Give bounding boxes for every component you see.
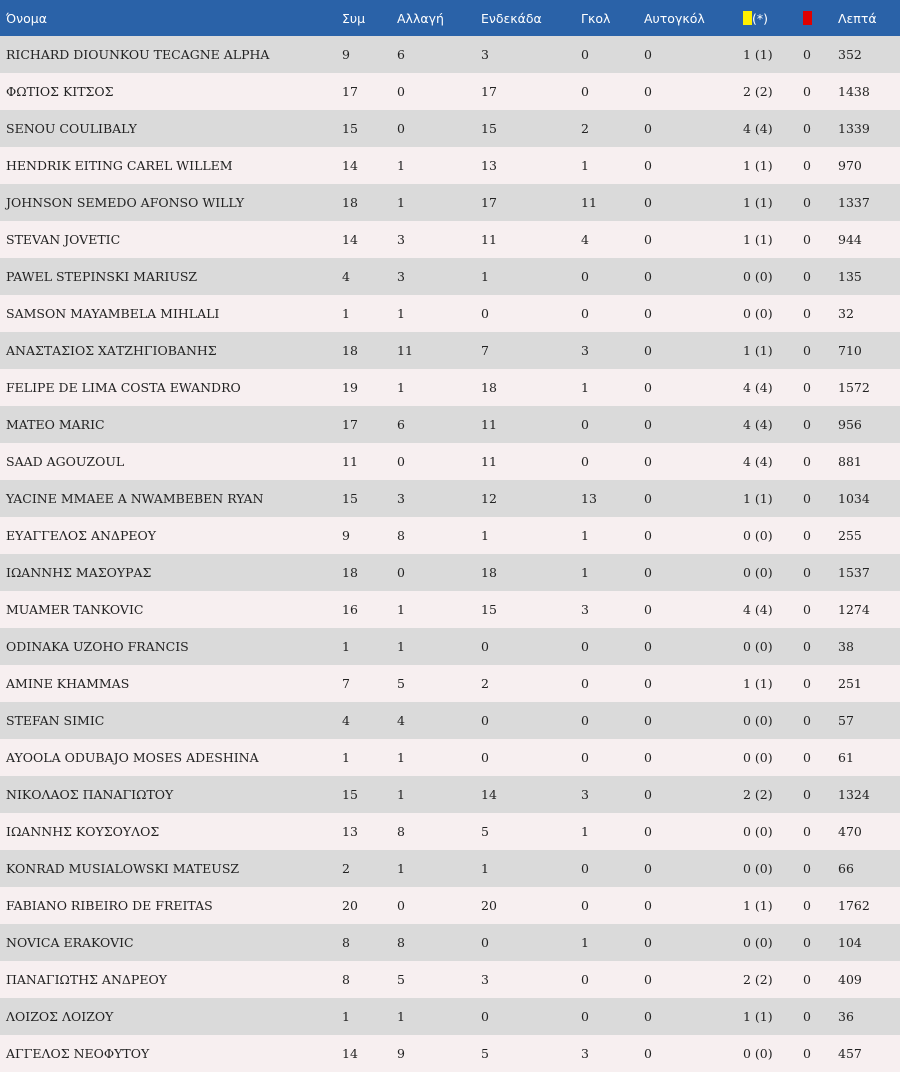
yellow-cards-cell: 0 (0) [743,1046,773,1061]
starting-eleven-cell: 1 [481,269,489,284]
player-name-cell: YACINE MMAEE A NWAMBEBEN RYAN [6,491,264,506]
yellow-cards-cell: 1 (1) [743,676,773,691]
red-cards-cell: 0 [803,750,811,765]
goals-cell: 2 [581,121,589,136]
table-header-row [0,0,900,36]
table-row [0,517,900,554]
yellow-cards-cell: 2 (2) [743,84,773,99]
player-name-cell: SAAD AGOUZOUL [6,454,125,469]
goals-cell: 3 [581,1046,589,1061]
substitutions-cell: 3 [397,269,405,284]
player-name-cell: ΙΩΑΝΝΗΣ ΚΟΥΣΟΥΛΟΣ [6,824,160,839]
goals-cell: 0 [581,417,589,432]
red-card-icon [803,11,812,25]
red-cards-cell: 0 [803,787,811,802]
own-goals-cell: 0 [644,1009,652,1024]
starting-eleven-cell: 0 [481,306,489,321]
own-goals-cell: 0 [644,528,652,543]
minutes-cell: 956 [838,417,862,432]
goals-cell: 13 [581,491,597,506]
own-goals-cell: 0 [644,861,652,876]
goals-cell: 0 [581,713,589,728]
table-row [0,887,900,924]
appearances-cell: 16 [342,602,358,617]
own-goals-cell: 0 [644,84,652,99]
red-cards-cell: 0 [803,898,811,913]
minutes-cell: 1537 [838,565,870,580]
table-row [0,739,900,776]
table-row [0,258,900,295]
appearances-cell: 9 [342,528,350,543]
starting-eleven-cell: 18 [481,380,497,395]
own-goals-cell: 0 [644,750,652,765]
table-row [0,665,900,702]
appearances-cell: 14 [342,232,358,247]
substitutions-cell: 1 [397,787,405,802]
substitutions-cell: 11 [397,343,413,358]
player-name-cell: JOHNSON SEMEDO AFONSO WILLY [6,195,245,210]
minutes-cell: 1324 [838,787,870,802]
minutes-cell: 251 [838,676,862,691]
player-name-cell: ΑΝΑΣΤΑΣΙΟΣ ΧΑΤΖΗΓΙΟΒΑΝΗΣ [6,343,217,358]
header-minutes[interactable]: Λεπτά [838,10,877,26]
player-name-cell: AMINE KHAMMAS [6,676,130,691]
starting-eleven-cell: 0 [481,750,489,765]
substitutions-cell: 4 [397,713,405,728]
yellow-cards-cell: 1 (1) [743,1009,773,1024]
yellow-cards-cell: 0 (0) [743,824,773,839]
appearances-cell: 9 [342,47,350,62]
player-name-cell: ΝΙΚΟΛΑΟΣ ΠΑΝΑΓΙΩΤΟΥ [6,787,174,802]
player-name-cell: FELIPE DE LIMA COSTA EWANDRO [6,380,241,395]
header-yellow-suffix: (*) [752,10,769,26]
starting-eleven-cell: 15 [481,121,497,136]
own-goals-cell: 0 [644,898,652,913]
appearances-cell: 8 [342,972,350,987]
yellow-cards-cell: 0 (0) [743,861,773,876]
yellow-card-icon [743,11,752,25]
goals-cell: 0 [581,454,589,469]
minutes-cell: 457 [838,1046,862,1061]
appearances-cell: 2 [342,861,350,876]
own-goals-cell: 0 [644,565,652,580]
starting-eleven-cell: 11 [481,454,497,469]
red-cards-cell: 0 [803,195,811,210]
own-goals-cell: 0 [644,269,652,284]
player-name-cell: ΑΓΓΕΛΟΣ ΝΕΟΦΥΤΟΥ [6,1046,150,1061]
minutes-cell: 944 [838,232,862,247]
appearances-cell: 1 [342,639,350,654]
red-cards-cell: 0 [803,121,811,136]
starting-eleven-cell: 7 [481,343,489,358]
minutes-cell: 352 [838,47,862,62]
player-name-cell: KONRAD MUSIALOWSKI MATEUSZ [6,861,240,876]
minutes-cell: 1337 [838,195,870,210]
appearances-cell: 4 [342,269,350,284]
table-row [0,332,900,369]
goals-cell: 0 [581,1009,589,1024]
minutes-cell: 32 [838,306,854,321]
own-goals-cell: 0 [644,713,652,728]
header-goals[interactable]: Γκολ [581,10,611,26]
table-row [0,628,900,665]
substitutions-cell: 1 [397,380,405,395]
appearances-cell: 18 [342,343,358,358]
goals-cell: 1 [581,158,589,173]
minutes-cell: 61 [838,750,854,765]
header-red-cards[interactable] [803,0,838,36]
substitutions-cell: 5 [397,972,405,987]
starting-eleven-cell: 0 [481,1009,489,1024]
goals-cell: 0 [581,861,589,876]
starting-eleven-cell: 11 [481,232,497,247]
appearances-cell: 8 [342,935,350,950]
yellow-cards-cell: 1 (1) [743,232,773,247]
header-yellow-cards[interactable] [743,0,803,36]
starting-eleven-cell: 3 [481,47,489,62]
starting-eleven-cell: 12 [481,491,497,506]
table-row [0,961,900,998]
yellow-cards-cell: 0 (0) [743,935,773,950]
appearances-cell: 15 [342,121,358,136]
table-row [0,295,900,332]
red-cards-cell: 0 [803,380,811,395]
minutes-cell: 135 [838,269,862,284]
appearances-cell: 14 [342,1046,358,1061]
header-subs[interactable]: Αλλαγή [397,10,444,26]
appearances-cell: 20 [342,898,358,913]
red-cards-cell: 0 [803,935,811,950]
player-name-cell: ΛΟΙΖΟΣ ΛΟΙΖΟΥ [6,1009,114,1024]
table-row [0,850,900,887]
goals-cell: 1 [581,824,589,839]
starting-eleven-cell: 5 [481,1046,489,1061]
substitutions-cell: 3 [397,491,405,506]
minutes-cell: 57 [838,713,854,728]
starting-eleven-cell: 14 [481,787,497,802]
minutes-cell: 1339 [838,121,870,136]
red-cards-cell: 0 [803,1046,811,1061]
own-goals-cell: 0 [644,343,652,358]
starting-eleven-cell: 5 [481,824,489,839]
starting-eleven-cell: 15 [481,602,497,617]
substitutions-cell: 8 [397,824,405,839]
own-goals-cell: 0 [644,602,652,617]
yellow-cards-cell: 0 (0) [743,528,773,543]
own-goals-cell: 0 [644,787,652,802]
header-name[interactable]: Όνομα [6,10,47,26]
goals-cell: 0 [581,898,589,913]
yellow-cards-cell: 0 (0) [743,713,773,728]
minutes-cell: 470 [838,824,862,839]
yellow-cards-cell: 2 (2) [743,787,773,802]
substitutions-cell: 0 [397,84,405,99]
appearances-cell: 18 [342,565,358,580]
player-name-cell: ΠΑΝΑΓΙΩΤΗΣ ΑΝΔΡΕΟΥ [6,972,167,987]
own-goals-cell: 0 [644,676,652,691]
own-goals-cell: 0 [644,195,652,210]
yellow-cards-cell: 1 (1) [743,343,773,358]
minutes-cell: 104 [838,935,862,950]
appearances-cell: 1 [342,1009,350,1024]
yellow-cards-cell: 0 (0) [743,639,773,654]
starting-eleven-cell: 13 [481,158,497,173]
red-cards-cell: 0 [803,824,811,839]
red-cards-cell: 0 [803,676,811,691]
red-cards-cell: 0 [803,1009,811,1024]
substitutions-cell: 8 [397,935,405,950]
goals-cell: 11 [581,195,597,210]
red-cards-cell: 0 [803,565,811,580]
player-name-cell: ΙΩΑΝΝΗΣ ΜΑΣΟΥΡΑΣ [6,565,152,580]
player-name-cell: ODINAKA UZOHO FRANCIS [6,639,189,654]
player-name-cell: HENDRIK EITING CAREL WILLEM [6,158,233,173]
header-own-goals[interactable]: Αυτογκόλ [644,10,705,26]
red-cards-cell: 0 [803,84,811,99]
table-row [0,998,900,1035]
minutes-cell: 970 [838,158,862,173]
goals-cell: 0 [581,306,589,321]
yellow-cards-cell: 4 (4) [743,602,773,617]
table-row [0,554,900,591]
minutes-cell: 1572 [838,380,870,395]
table-row [0,813,900,850]
appearances-cell: 13 [342,824,358,839]
table-row [0,480,900,517]
goals-cell: 1 [581,935,589,950]
goals-cell: 0 [581,676,589,691]
yellow-cards-cell: 4 (4) [743,121,773,136]
red-cards-cell: 0 [803,972,811,987]
table-row [0,184,900,221]
red-cards-cell: 0 [803,417,811,432]
own-goals-cell: 0 [644,47,652,62]
minutes-cell: 1274 [838,602,870,617]
appearances-cell: 1 [342,750,350,765]
player-name-cell: STEFAN SIMIC [6,713,105,728]
appearances-cell: 18 [342,195,358,210]
minutes-cell: 38 [838,639,854,654]
appearances-cell: 15 [342,491,358,506]
table-row [0,73,900,110]
substitutions-cell: 1 [397,861,405,876]
goals-cell: 0 [581,750,589,765]
appearances-cell: 4 [342,713,350,728]
own-goals-cell: 0 [644,121,652,136]
substitutions-cell: 0 [397,454,405,469]
own-goals-cell: 0 [644,935,652,950]
header-apps[interactable]: Συμ [342,10,366,26]
appearances-cell: 1 [342,306,350,321]
red-cards-cell: 0 [803,454,811,469]
player-name-cell: NOVICA ERAKOVIC [6,935,134,950]
own-goals-cell: 0 [644,824,652,839]
player-name-cell: FABIANO RIBEIRO DE FREITAS [6,898,213,913]
minutes-cell: 1034 [838,491,870,506]
goals-cell: 0 [581,972,589,987]
appearances-cell: 14 [342,158,358,173]
yellow-cards-cell: 1 (1) [743,195,773,210]
red-cards-cell: 0 [803,47,811,62]
starting-eleven-cell: 20 [481,898,497,913]
starting-eleven-cell: 0 [481,713,489,728]
player-name-cell: ΕΥΑΓΓΕΛΟΣ ΑΝΔΡΕΟΥ [6,528,156,543]
table-row [0,369,900,406]
red-cards-cell: 0 [803,861,811,876]
own-goals-cell: 0 [644,454,652,469]
substitutions-cell: 9 [397,1046,405,1061]
own-goals-cell: 0 [644,417,652,432]
substitutions-cell: 1 [397,306,405,321]
starting-eleven-cell: 1 [481,528,489,543]
yellow-cards-cell: 4 (4) [743,380,773,395]
red-cards-cell: 0 [803,306,811,321]
table-row [0,443,900,480]
own-goals-cell: 0 [644,380,652,395]
starting-eleven-cell: 17 [481,195,497,210]
own-goals-cell: 0 [644,306,652,321]
red-cards-cell: 0 [803,158,811,173]
yellow-cards-cell: 1 (1) [743,47,773,62]
appearances-cell: 17 [342,417,358,432]
substitutions-cell: 3 [397,232,405,247]
table-row [0,147,900,184]
red-cards-cell: 0 [803,639,811,654]
substitutions-cell: 1 [397,602,405,617]
starting-eleven-cell: 3 [481,972,489,987]
player-name-cell: SAMSON MAYAMBELA MIHLALI [6,306,220,321]
minutes-cell: 710 [838,343,862,358]
table-row [0,36,900,73]
goals-cell: 3 [581,602,589,617]
substitutions-cell: 6 [397,417,405,432]
red-cards-cell: 0 [803,713,811,728]
goals-cell: 3 [581,787,589,802]
yellow-cards-cell: 4 (4) [743,454,773,469]
starting-eleven-cell: 17 [481,84,497,99]
minutes-cell: 1438 [838,84,870,99]
appearances-cell: 15 [342,787,358,802]
substitutions-cell: 0 [397,898,405,913]
minutes-cell: 881 [838,454,862,469]
substitutions-cell: 1 [397,195,405,210]
starting-eleven-cell: 1 [481,861,489,876]
yellow-cards-cell: 4 (4) [743,417,773,432]
goals-cell: 3 [581,343,589,358]
own-goals-cell: 0 [644,639,652,654]
player-name-cell: ΦΩΤΙΟΣ ΚΙΤΣΟΣ [6,84,114,99]
starting-eleven-cell: 11 [481,417,497,432]
minutes-cell: 1762 [838,898,870,913]
substitutions-cell: 5 [397,676,405,691]
goals-cell: 1 [581,528,589,543]
player-name-cell: SENOU COULIBALY [6,121,137,136]
appearances-cell: 17 [342,84,358,99]
minutes-cell: 409 [838,972,862,987]
red-cards-cell: 0 [803,528,811,543]
table-row [0,110,900,147]
red-cards-cell: 0 [803,602,811,617]
goals-cell: 1 [581,565,589,580]
player-name-cell: STEVAN JOVETIC [6,232,121,247]
own-goals-cell: 0 [644,158,652,173]
starting-eleven-cell: 0 [481,935,489,950]
table-row [0,406,900,443]
table-row [0,1035,900,1072]
yellow-cards-cell: 0 (0) [743,306,773,321]
table-row [0,924,900,961]
player-name-cell: AYOOLA ODUBAJO MOSES ADESHINA [6,750,259,765]
red-cards-cell: 0 [803,491,811,506]
goals-cell: 0 [581,84,589,99]
player-name-cell: RICHARD DIOUNKOU TECAGNE ALPHA [6,47,270,62]
yellow-cards-cell: 0 (0) [743,750,773,765]
own-goals-cell: 0 [644,491,652,506]
substitutions-cell: 1 [397,158,405,173]
goals-cell: 0 [581,269,589,284]
table-row [0,702,900,739]
appearances-cell: 7 [342,676,350,691]
own-goals-cell: 0 [644,232,652,247]
goals-cell: 0 [581,639,589,654]
player-name-cell: MATEO MARIC [6,417,105,432]
goals-cell: 0 [581,47,589,62]
minutes-cell: 255 [838,528,862,543]
appearances-cell: 11 [342,454,358,469]
minutes-cell: 36 [838,1009,854,1024]
yellow-cards-cell: 1 (1) [743,491,773,506]
substitutions-cell: 1 [397,639,405,654]
red-cards-cell: 0 [803,269,811,284]
substitutions-cell: 1 [397,1009,405,1024]
substitutions-cell: 6 [397,47,405,62]
table-row [0,591,900,628]
own-goals-cell: 0 [644,1046,652,1061]
yellow-cards-cell: 2 (2) [743,972,773,987]
goals-cell: 4 [581,232,589,247]
red-cards-cell: 0 [803,232,811,247]
player-name-cell: MUAMER TANKOVIC [6,602,144,617]
header-starts[interactable]: Ενδεκάδα [481,10,542,26]
starting-eleven-cell: 0 [481,639,489,654]
yellow-cards-cell: 0 (0) [743,565,773,580]
yellow-cards-cell: 0 (0) [743,269,773,284]
own-goals-cell: 0 [644,972,652,987]
substitutions-cell: 8 [397,528,405,543]
minutes-cell: 66 [838,861,854,876]
table-row [0,776,900,813]
table-row [0,221,900,258]
substitutions-cell: 0 [397,121,405,136]
yellow-cards-cell: 1 (1) [743,898,773,913]
yellow-cards-cell: 1 (1) [743,158,773,173]
substitutions-cell: 1 [397,750,405,765]
goals-cell: 1 [581,380,589,395]
substitutions-cell: 0 [397,565,405,580]
starting-eleven-cell: 2 [481,676,489,691]
appearances-cell: 19 [342,380,358,395]
starting-eleven-cell: 18 [481,565,497,580]
player-name-cell: PAWEL STEPINSKI MARIUSZ [6,269,198,284]
red-cards-cell: 0 [803,343,811,358]
